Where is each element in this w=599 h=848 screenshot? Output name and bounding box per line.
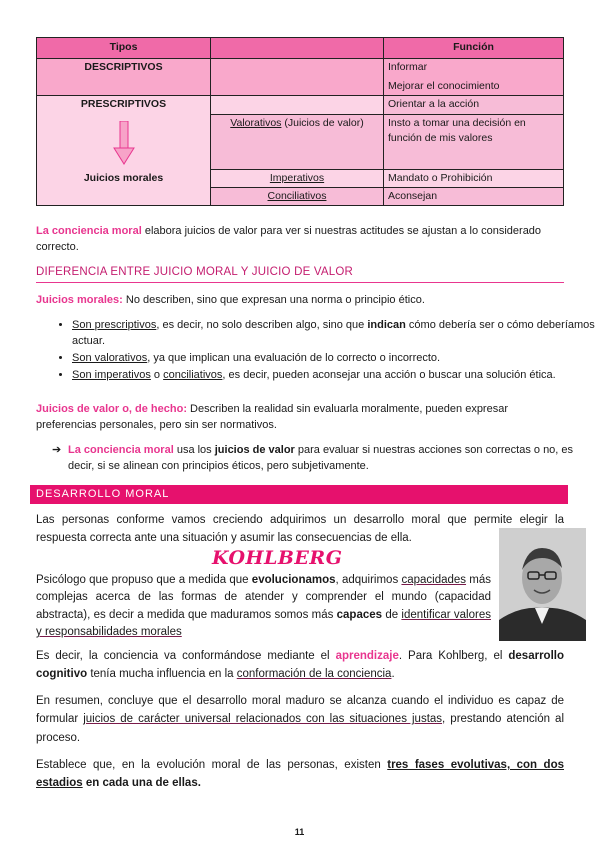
text: . bbox=[391, 668, 395, 681]
text: Es decir, la conciencia va conformándose mediante el bbox=[36, 650, 336, 662]
text: Describen la realidad sin evaluarla moralmente, pueden expresar preferencias personales, pero sin ser normativos. bbox=[36, 403, 508, 431]
table-row-descriptivos bbox=[37, 59, 564, 96]
section-title-desarrollo-moral: DESARROLLO MORAL bbox=[30, 485, 568, 504]
text: más complejas acerca de las formas de atender y comprender el mundo (capacidad abstracta), es decir a medida que maduramos somos más bbox=[36, 574, 491, 621]
text: capaces bbox=[336, 608, 383, 621]
text: o bbox=[150, 368, 164, 381]
text: conciliativos bbox=[163, 368, 223, 381]
text: evolucionamos bbox=[251, 574, 336, 586]
cell-valorativos bbox=[211, 114, 384, 169]
paragraph-juicios-morales bbox=[36, 293, 564, 309]
text: Son prescriptivos bbox=[72, 319, 157, 331]
text: , adquirimos bbox=[335, 574, 402, 586]
list-item bbox=[72, 368, 599, 384]
text: identificar valores y responsabilidades morales bbox=[36, 608, 491, 639]
text: cómo debería ser o cómo deberíamos actuar. bbox=[72, 319, 595, 347]
text: tenía mucha influencia en la bbox=[87, 668, 237, 681]
text: aprendizaje bbox=[335, 650, 399, 662]
text: , prestando atención al proceso. bbox=[36, 713, 564, 744]
bullet-list bbox=[36, 318, 599, 385]
label-prescriptivos: PRESCRIPTIVOS bbox=[80, 98, 167, 111]
label-valorativos: Valorativos bbox=[230, 116, 282, 129]
text: Son imperativos bbox=[72, 368, 151, 381]
arrow-right-icon: ➔ bbox=[52, 444, 62, 456]
list-item bbox=[72, 318, 599, 350]
paragraph-desarrollo: Las personas conforme vamos creciendo adquirimos un desarrollo moral que permite elegir la respuesta correcta ante una situación y asumir las consecuencias de ella. bbox=[36, 514, 564, 545]
text: No describen, sino que expresan una norma o principio ético. bbox=[122, 294, 425, 306]
tipos-table bbox=[36, 37, 564, 206]
text: Establece que, en la evolución moral de las personas, existen bbox=[36, 759, 388, 771]
term-conciencia-moral: La conciencia moral bbox=[36, 225, 142, 237]
cell-informar bbox=[384, 59, 564, 96]
label-valorativos-extra: (Juicios de valor) bbox=[281, 116, 364, 129]
text: , es decir, no solo describen algo, sino que bbox=[156, 319, 368, 331]
list-item bbox=[72, 351, 599, 367]
paragraph-conciencia-moral bbox=[36, 224, 564, 256]
text: La conciencia moral bbox=[68, 444, 174, 456]
text: Psicólogo que propuso que a medida que bbox=[36, 574, 252, 586]
text: capacidades bbox=[401, 574, 467, 586]
term-juicios-morales: Juicios morales: bbox=[36, 294, 123, 306]
header-funcion: Función bbox=[384, 38, 564, 59]
paragraph-fases bbox=[36, 756, 564, 793]
header-tipos: Tipos bbox=[37, 38, 211, 59]
kohlberg-heading: KOHLBERG bbox=[212, 547, 343, 569]
text: elabora juicios de valor para ver si nuestras actitudes se ajustan a lo considerado correcto. bbox=[36, 225, 542, 253]
arrow-paragraph bbox=[52, 443, 580, 475]
label-juicios-morales: Juicios morales bbox=[83, 171, 164, 184]
portrait-icon bbox=[499, 528, 586, 641]
cell-mandato: Mandato o Prohibición bbox=[384, 169, 564, 187]
text: de bbox=[382, 608, 402, 621]
text: indican bbox=[367, 319, 406, 331]
cell-conciliativos bbox=[211, 187, 384, 205]
term-juicios-valor: Juicios de valor o, de hecho: bbox=[36, 403, 187, 415]
paragraph-resumen bbox=[36, 692, 564, 747]
cell-orientar: Orientar a la acción bbox=[384, 96, 564, 114]
text: conformación de la conciencia bbox=[236, 668, 392, 681]
text: para evaluar si nuestras acciones son correctas o no, es decir, si se alinean con principios éticos, pero subjetivamente. bbox=[68, 444, 574, 472]
funcion-informar: Informar bbox=[388, 61, 428, 73]
paragraph-juicios-valor bbox=[36, 402, 564, 434]
cell-descriptivos: DESCRIPTIVOS bbox=[37, 59, 211, 96]
kohlberg-photo bbox=[499, 528, 586, 641]
label-imperativos: Imperativos bbox=[269, 171, 325, 184]
text: , es decir, pueden aconsejar una acción o buscar una solución ética. bbox=[222, 368, 556, 381]
text: tres fases evolutivas, con dos estadios bbox=[36, 759, 565, 790]
table-row-prescriptivos bbox=[37, 96, 564, 114]
text: . Para Kohlberg, el bbox=[398, 650, 509, 662]
text: En resumen, concluye que el desarrollo moral maduro se alcanza cuando el individuo es capaz de formular bbox=[36, 695, 564, 726]
funcion-mejorar: Mejorar el conocimiento bbox=[388, 80, 500, 93]
header-blank bbox=[211, 38, 384, 59]
text: Son valorativos bbox=[72, 351, 148, 364]
cell-empty bbox=[211, 59, 384, 96]
cell-prescriptivos-group bbox=[37, 96, 211, 206]
text: juicios de valor bbox=[214, 444, 295, 456]
paragraph-aprendizaje bbox=[36, 647, 564, 684]
section-title-diferencia: DIFERENCIA ENTRE JUICIO MORAL Y JUICIO DE VALOR bbox=[36, 264, 564, 283]
cell-imperativos bbox=[211, 169, 384, 187]
text: juicios de carácter universal relacionados con las situaciones justas bbox=[83, 713, 443, 726]
text: desarrollo cognitivo bbox=[36, 650, 564, 681]
text: , ya que implican una evaluación de lo correcto o incorrecto. bbox=[147, 351, 441, 364]
page-number: 11 bbox=[294, 827, 305, 837]
text: en cada una de ellas. bbox=[82, 777, 201, 790]
cell-aconsejan: Aconsejan bbox=[384, 187, 564, 205]
table-header-row bbox=[37, 38, 564, 59]
paragraph-kohlberg bbox=[36, 572, 491, 642]
text: usa los bbox=[173, 444, 215, 456]
cell-empty bbox=[211, 96, 384, 114]
arrow-down-icon bbox=[112, 121, 136, 165]
label-conciliativos: Conciliativos bbox=[267, 189, 327, 202]
cell-insto: Insto a tomar una decisión en función de mis valores bbox=[384, 114, 564, 169]
